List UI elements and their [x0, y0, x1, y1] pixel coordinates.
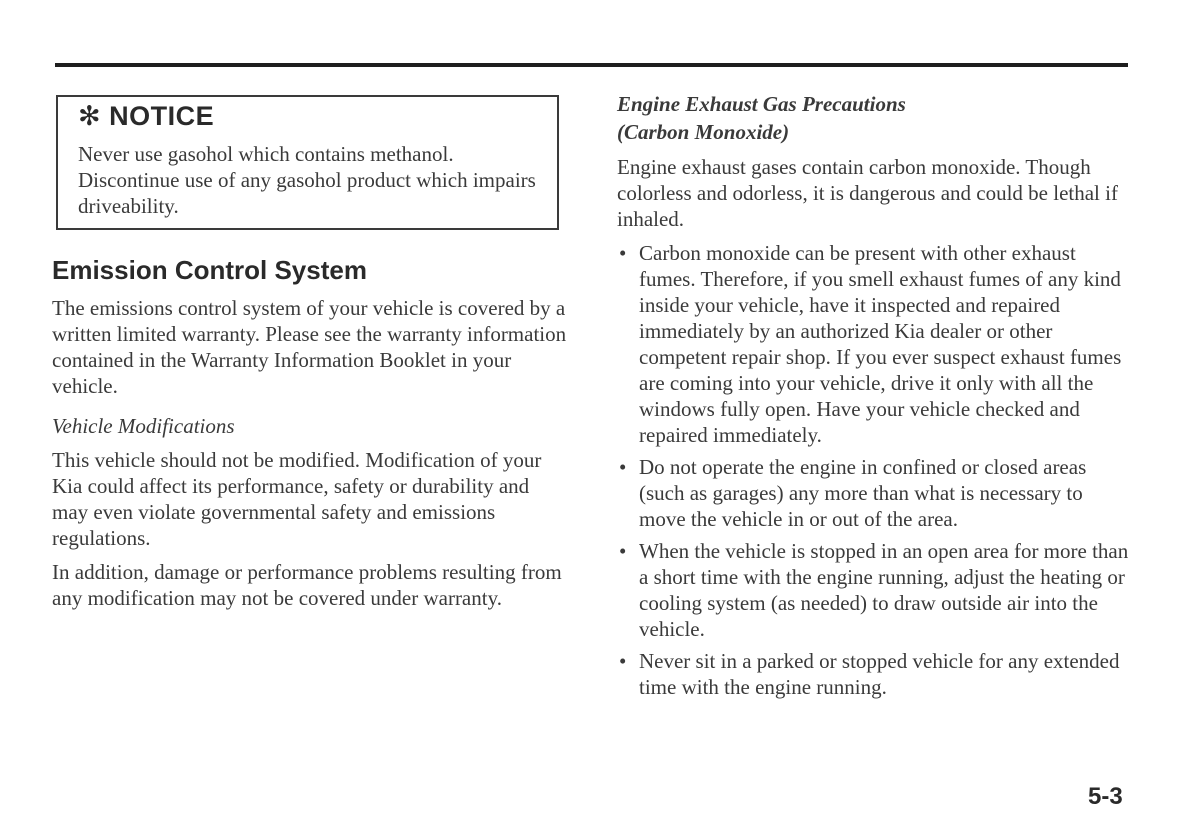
bullet-icon: •	[619, 649, 627, 673]
page-number: 5-3	[1088, 783, 1123, 810]
bullet-text: Carbon monoxide can be present with other exhaust fumes. Therefore, if you smell exhaust fumes of any kind inside your vehicle, have it inspected and repaired immediately by an authorized Kia dealer or other competent repair shop. If you ever suspect exhaust fumes are coming into your vehicle, drive it only with all the windows fully open. Have your vehicle checked and repaired immediately.	[639, 241, 1122, 447]
bullet-text: When the vehicle is stopped in an open area for more than a short time with the engine running, adjust the heating or cooling system (as needed) to draw outside air into the vehicle.	[639, 539, 1129, 641]
emission-heading: Emission Control System	[52, 255, 367, 285]
bullet-text: Never sit in a parked or stopped vehicle for any extended time with the engine running.	[639, 649, 1120, 699]
modifications-subheading: Vehicle Modifications	[52, 414, 235, 438]
left-column	[52, 255, 567, 619]
exhaust-heading-line2: (Carbon Monoxide)	[617, 120, 790, 144]
emission-paragraph: The emissions control system of your vehicle is covered by a written limited warranty. Please see the warranty information contained in the Warranty Information Booklet in your vehicle.	[52, 296, 567, 398]
bullet-icon: •	[619, 539, 627, 563]
exhaust-heading-line1: Engine Exhaust Gas Precautions	[617, 92, 906, 116]
bullet-text: Do not operate the engine in confined or closed areas (such as garages) any more than what is necessary to move the vehicle in or out of the area.	[639, 455, 1087, 531]
notice-title: NOTICE	[109, 101, 215, 131]
top-rule	[55, 63, 1128, 67]
notice-box	[56, 95, 559, 230]
list-item	[617, 648, 1132, 700]
notice-heading	[78, 101, 214, 132]
bullet-icon: •	[619, 455, 627, 479]
asterisk-icon: ✻	[78, 101, 102, 131]
warranty-paragraph: In addition, damage or performance problems resulting from any modification may not be covered under warranty.	[52, 560, 562, 610]
bullet-icon: •	[619, 241, 627, 265]
exhaust-heading	[617, 90, 1132, 146]
notice-text: Never use gasohol which contains methanol. Discontinue use of any gasohol product which impairs driveability.	[78, 142, 536, 218]
right-column	[617, 90, 1132, 706]
list-item	[617, 240, 1132, 448]
modifications-paragraph: This vehicle should not be modified. Modification of your Kia could affect its performance, safety or durability and may even violate governmental safety and emissions regulations.	[52, 448, 542, 550]
list-item	[617, 454, 1132, 532]
list-item	[617, 538, 1132, 642]
exhaust-bullet-list	[617, 240, 1132, 700]
exhaust-intro: Engine exhaust gases contain carbon monoxide. Though colorless and odorless, it is dangerous and could be lethal if inhaled.	[617, 155, 1118, 231]
